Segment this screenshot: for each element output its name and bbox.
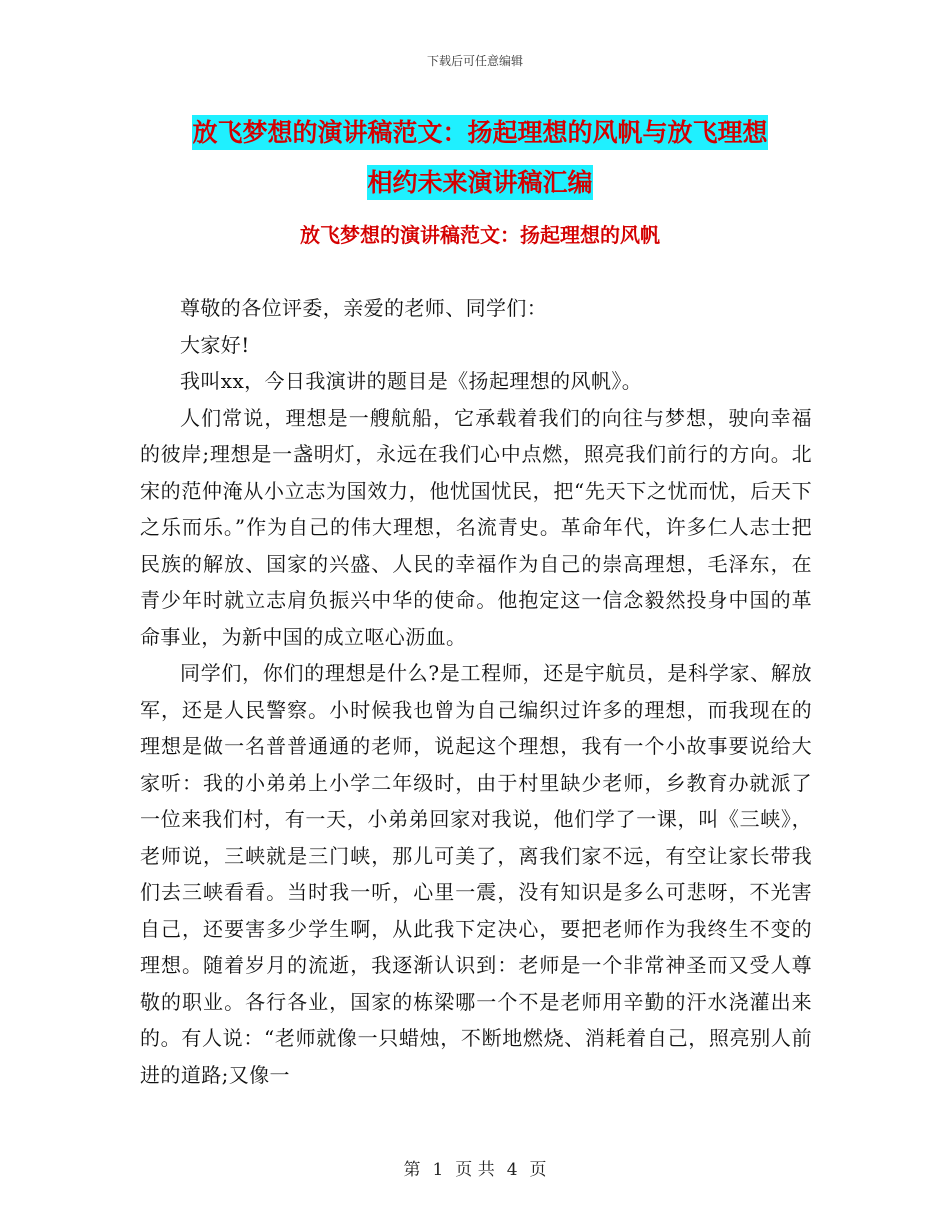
paragraph-intro: 我叫xx，今日我演讲的题目是《扬起理想的风帆》。: [180, 369, 643, 393]
header-note: 下载后可任意编辑: [426, 54, 523, 68]
footer-suffix: 页: [529, 1160, 547, 1180]
footer-mid: 页 共: [455, 1160, 495, 1180]
page-number: 1: [432, 1160, 444, 1180]
document-body: [140, 290, 812, 1093]
title-line-2: 相约未来演讲稿汇编: [367, 165, 592, 200]
paragraph-salutation: 尊敬的各位评委，亲爱的老师、同学们：: [180, 296, 548, 320]
paragraph-story: 同学们，你们的理想是什么?是工程师，还是宇航员，是科学家、解放军，还是人民警察。小时候我也曾为自己编织过许多的理想，而我现在的理想是做一名普普通通的老师，说起这个理想，我有一个小故事要说给大家听：我的小弟弟上小学二年级时，由于村里缺少老师，乡教育办就派了一位来我们村，有一天，小弟弟回家对我说，他们学了一课，叫《三峡》，老师说，三峡就是三门峡，那儿可美了，离我们家不远，有空让家长带我们去三峡看看。当时我一听，心里一震，没有知识是多么可悲呀，不光害自己，还要害多少学生啊，从此我下定决心，要把老师作为我终生不变的理想。随着岁月的流逝，我逐渐认识到：老师是一个非常神圣而又受人尊敬的职业。各行各业，国家的栋梁哪一个不是老师用辛勤的汗水浇灌出来的。有人说：“老师就像一只蜡烛，不断地燃烧、消耗着自己，照亮别人前进的道路;又像一: [140, 661, 812, 1087]
paragraph-greeting: 大家好!: [180, 332, 250, 357]
document-title: [140, 108, 820, 208]
paragraph-ideals: 人们常说，理想是一艘航船，它承载着我们的向往与梦想，驶向幸福的彼岸;理想是一盏明灯，永远在我们心中点燃，照亮我们前行的方向。北宋的范仲淹从小立志为国效力，他忧国忧民，把“先天下之忧而忧，后天下之乐而乐。”作为自己的伟大理想，名流青史。革命年代，许多仁人志士把民族的解放、国家的兴盛、人民的幸福作为自己的崇高理想，毛泽东，在青少年时就立志肩负振兴中华的使命。他抱定这一信念毅然投身中国的革命事业，为新中国的成立呕心沥血。: [140, 405, 812, 649]
page-footer: [0, 1155, 950, 1180]
page-total: 4: [506, 1160, 518, 1180]
title-line-1: 放飞梦想的演讲稿范文：扬起理想的风帆与放飞理想: [192, 115, 767, 150]
section-title: 放飞梦想的演讲稿范文：扬起理想的风帆: [300, 223, 660, 247]
footer-prefix: 第: [403, 1160, 421, 1180]
